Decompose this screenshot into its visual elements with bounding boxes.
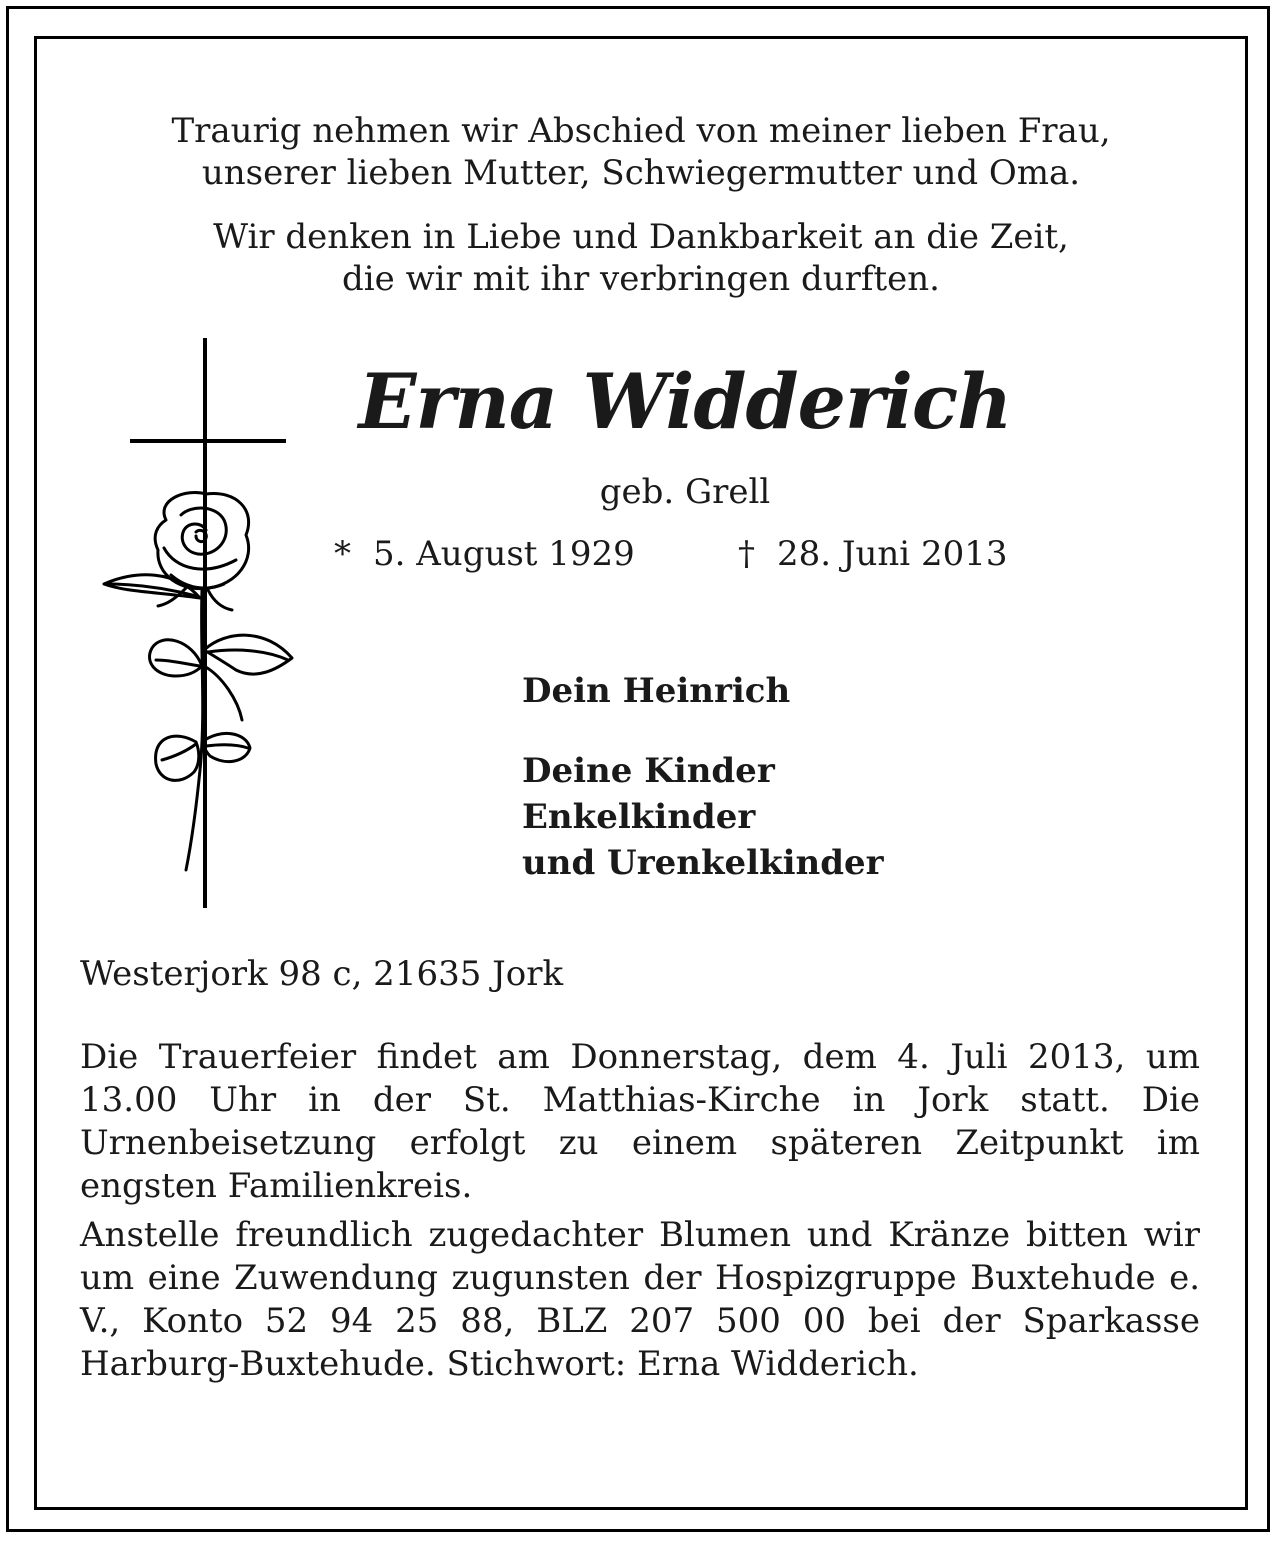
death-date-line: [738, 532, 1008, 576]
family-address: Westerjork 98 c, 21635 Jork: [80, 954, 564, 994]
mourner-great-grandchildren: und Urenkelkinder: [522, 843, 884, 883]
mourner-grandchildren: Enkelkinder: [522, 797, 756, 837]
maiden-name: geb. Grell: [599, 472, 771, 512]
birth-date-line: [334, 532, 635, 576]
death-date: 28. Juni 2013: [777, 534, 1008, 574]
donation-notice: Anstelle freundlich zugedachter Blumen und Kränze bitten wir um eine Zuwendung zugunsten der Hospizgruppe Buxtehude e. V., Konto 52 94 25 88, BLZ 207 500 00 bei der Sparkasse Harburg-Buxtehude. Stichwort: Erna Widderich.: [80, 1215, 1200, 1384]
mourner-children: Deine Kinder: [522, 751, 775, 791]
birth-star-icon: *: [334, 534, 351, 574]
intro-line-1: Traurig nehmen wir Abschied von meiner lieben Frau,: [171, 111, 1111, 151]
intro-paragraph-1: [34, 110, 1248, 194]
mourner-spouse: Dein Heinrich: [522, 671, 791, 711]
funeral-notice: Die Trauerfeier findet am Donnerstag, dem 4. Juli 2013, um 13.00 Uhr in der St. Matthias-Kirche in Jork statt. Die Urnenbeisetzung erfolgt zu einem späteren Zeitpunkt im engsten Familienkreis.: [80, 1037, 1200, 1206]
rose-icon: [96, 480, 306, 880]
intro-line-3: Wir denken in Liebe und Dankbarkeit an die Zeit,: [213, 217, 1069, 257]
dagger-icon: †: [738, 534, 755, 574]
cross-icon-bar: [130, 439, 286, 443]
birth-date: 5. August 1929: [373, 534, 635, 574]
mourner-family: [522, 748, 884, 886]
intro-line-4: die wir mit ihr verbringen durften.: [342, 259, 940, 299]
intro-paragraph-2: [34, 216, 1248, 300]
intro-line-2: unserer lieben Mutter, Schwiegermutter und Oma.: [201, 153, 1081, 193]
deceased-name: Erna Widderich: [358, 357, 1012, 446]
